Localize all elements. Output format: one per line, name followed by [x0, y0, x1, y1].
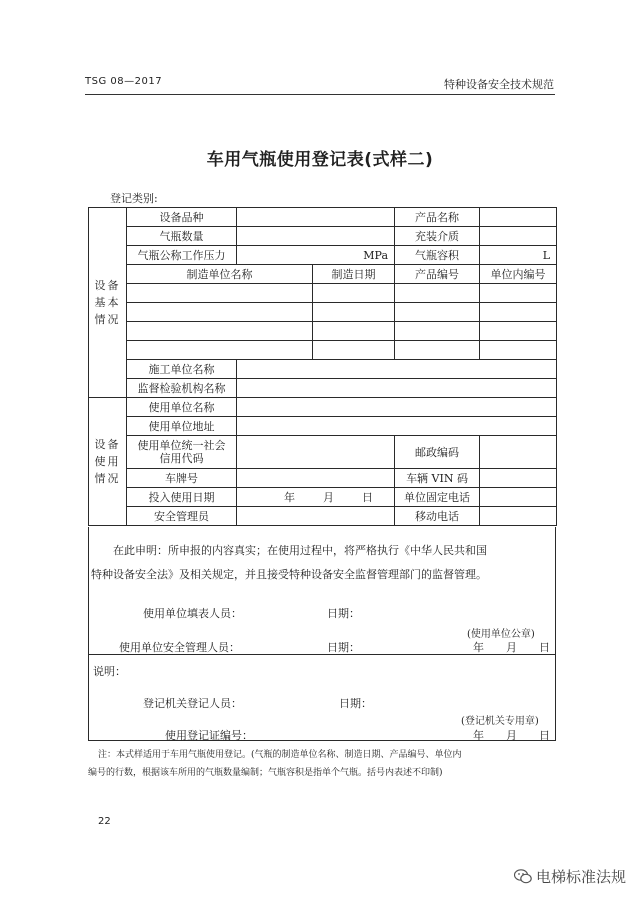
filler-label: 使用单位填表人员： — [143, 607, 242, 620]
value-plate-no[interactable] — [237, 469, 395, 488]
cell[interactable] — [127, 284, 313, 303]
value-credit-code[interactable] — [237, 436, 395, 469]
label-nominal-pressure: 气瓶公称工作压力 — [127, 246, 237, 265]
value-postal-code[interactable] — [480, 436, 557, 469]
cell[interactable] — [480, 322, 557, 341]
standard-code: TSG 08—2017 — [85, 76, 163, 87]
value-equipment-type[interactable] — [237, 208, 395, 227]
cell[interactable] — [313, 303, 395, 322]
cell[interactable] — [395, 303, 480, 322]
cert-no-label: 使用登记证编号： — [165, 729, 253, 742]
label-inspector: 监督检验机构名称 — [127, 379, 237, 398]
value-fill-medium[interactable] — [480, 227, 557, 246]
label-user-address: 使用单位地址 — [127, 417, 237, 436]
label-credit-code: 使用单位统一社会 信用代码 — [127, 436, 237, 469]
registration-category-label: 登记类别: — [110, 192, 158, 205]
reg-seal-note: (登记机关专用章) — [461, 716, 539, 727]
section-usage-info: 设备 使用 情况 — [89, 398, 127, 526]
label-cylinder-count: 气瓶数量 — [127, 227, 237, 246]
cell[interactable] — [480, 341, 557, 360]
col-manufacture-date: 制造日期 — [313, 265, 395, 284]
filler-date-label: 日期： — [327, 607, 360, 620]
cell[interactable] — [480, 303, 557, 322]
reg-date-label: 日期： — [339, 697, 372, 710]
value-fixed-phone[interactable] — [480, 488, 557, 507]
label-volume: 气瓶容积 — [395, 246, 480, 265]
label-vin: 车辆 VIN 码 — [395, 469, 480, 488]
cell[interactable] — [480, 284, 557, 303]
section-basic-info: 设备 基本 情况 — [89, 208, 127, 398]
value-safety-manager[interactable] — [237, 507, 395, 526]
reg-person-label: 登记机关登记人员： — [143, 697, 242, 710]
label-safety-manager: 安全管理员 — [127, 507, 237, 526]
cell[interactable] — [313, 341, 395, 360]
cell[interactable] — [313, 284, 395, 303]
label-postal-code: 邮政编码 — [395, 436, 480, 469]
label-in-use-date: 投入使用日期 — [127, 488, 237, 507]
notes-label: 说明： — [93, 665, 126, 678]
value-vin[interactable] — [480, 469, 557, 488]
header-rule — [85, 94, 555, 95]
safety-date-label: 日期： — [327, 641, 360, 654]
declaration-text: 在此申明：所申报的内容真实；在使用过程中，将严格执行《中华人民共和国 特种设备安全法》及相关规定，并且接受特种设备安全监督管理部门的监督管理。 — [91, 544, 487, 581]
declaration-ymd: 年 月 日 — [473, 641, 550, 654]
user-seal-note: (使用单位公章) — [467, 629, 535, 640]
cell[interactable] — [395, 341, 480, 360]
cell[interactable] — [127, 322, 313, 341]
value-installer[interactable] — [237, 360, 557, 379]
col-product-no: 产品编号 — [395, 265, 480, 284]
safety-person-label: 使用单位安全管理人员： — [119, 641, 240, 654]
notes-section — [88, 655, 556, 741]
declaration-section — [88, 527, 556, 655]
registration-form-table — [88, 207, 557, 526]
label-installer: 施工单位名称 — [127, 360, 237, 379]
footnote: 注：本式样适用于车用气瓶使用登记。(气瓶的制造单位名称、制造日期、产品编号、单位内 编号的行数，根据该车所用的气瓶数量编制；气瓶容积是指单个气瓶。括号内表述不印制) — [88, 750, 462, 778]
wechat-icon — [514, 869, 532, 884]
label-equipment-type: 设备品种 — [127, 208, 237, 227]
col-manufacturer: 制造单位名称 — [127, 265, 313, 284]
label-plate-no: 车牌号 — [127, 469, 237, 488]
value-in-use-date[interactable]: 年 月 日 — [237, 488, 395, 507]
value-user-name[interactable] — [237, 398, 557, 417]
watermark: 电梯标准法规 — [514, 866, 626, 887]
value-inspector[interactable] — [237, 379, 557, 398]
label-fill-medium: 充装介质 — [395, 227, 480, 246]
notes-ymd: 年 月 日 — [473, 729, 550, 742]
cell[interactable] — [313, 322, 395, 341]
cell[interactable] — [395, 322, 480, 341]
spec-title: 特种设备安全技术规范 — [444, 78, 554, 91]
value-volume[interactable]: L — [480, 246, 557, 265]
form-title: 车用气瓶使用登记表(式样二) — [206, 150, 434, 170]
label-mobile: 移动电话 — [395, 507, 480, 526]
value-product-name[interactable] — [480, 208, 557, 227]
value-mobile[interactable] — [480, 507, 557, 526]
col-internal-no: 单位内编号 — [480, 265, 557, 284]
label-product-name: 产品名称 — [395, 208, 480, 227]
value-nominal-pressure[interactable]: MPa — [237, 246, 395, 265]
cell[interactable] — [127, 303, 313, 322]
cell[interactable] — [127, 341, 313, 360]
page-number: 22 — [98, 816, 111, 827]
label-user-name: 使用单位名称 — [127, 398, 237, 417]
value-user-address[interactable] — [237, 417, 557, 436]
cell[interactable] — [395, 284, 480, 303]
label-fixed-phone: 单位固定电话 — [395, 488, 480, 507]
value-cylinder-count[interactable] — [237, 227, 395, 246]
